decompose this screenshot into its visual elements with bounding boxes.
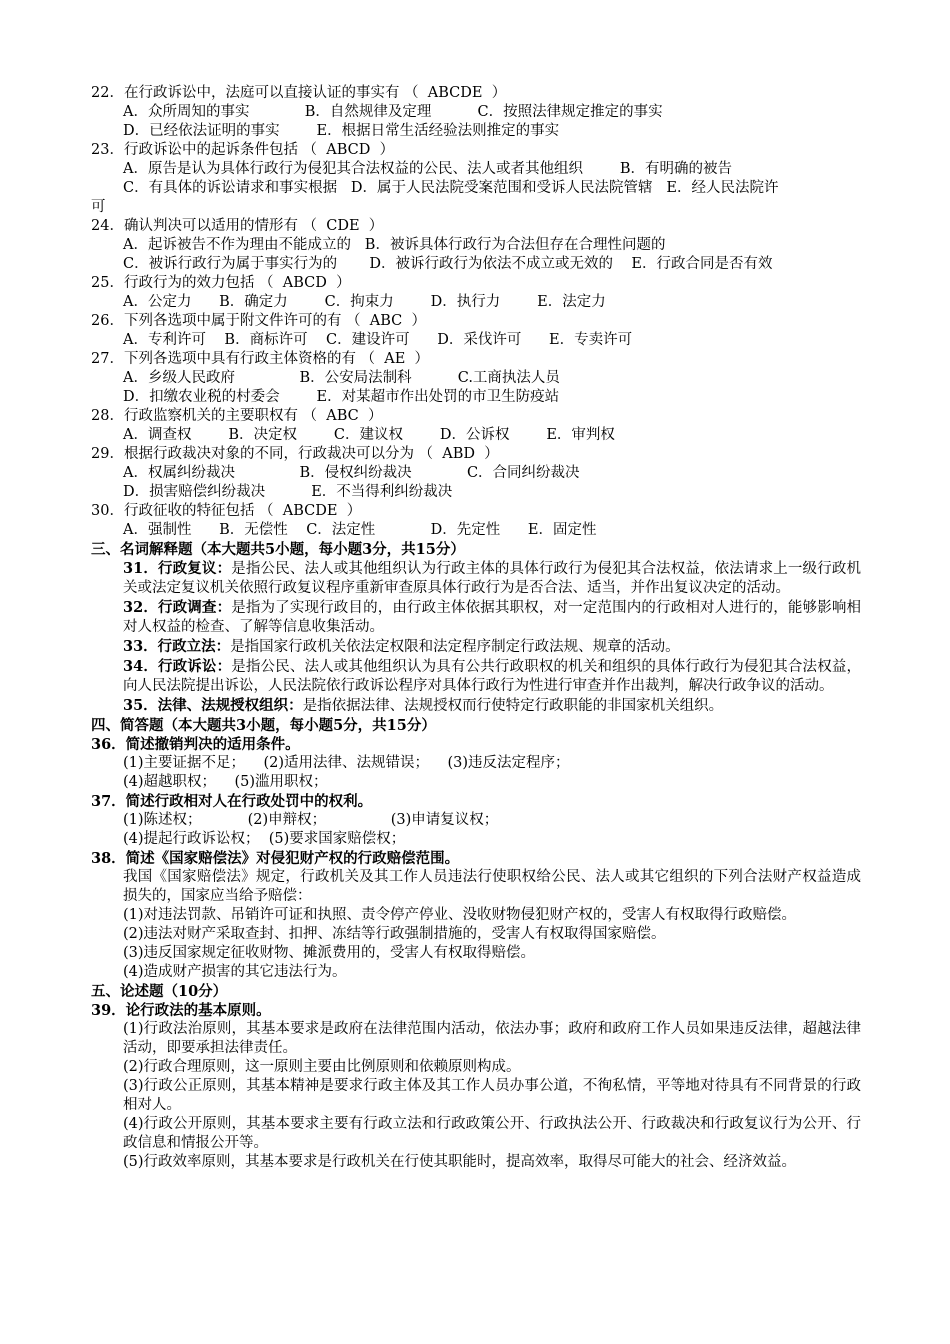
answer-paragraph: (4)行政公开原则，其基本要求主要有行政立法和行政政策公开、行政执法公开、行政裁决和行政复议行为公开、行政信息和情报公开等。 <box>123 1116 861 1151</box>
answer-paragraph: (2)违法对财产采取查封、扣押、冻结等行政强制措施的，受害人有权取得国家赔偿。 <box>123 926 666 942</box>
definition-text: 是指公民、法人或其他组织认为行政主体的具体行政行为侵犯其合法权益，依法请求上一级行政机关或法定复议机关依照行政复议程序重新审查原具体行政行为是否合法、适当，并作出复议决定的活动。 <box>123 561 861 596</box>
question-29 <box>91 445 861 502</box>
question-options: 可 <box>91 199 106 215</box>
definition-34 <box>91 657 861 696</box>
answer-paragraph: (3)行政公正原则，其基本精神是要求行政主体及其工作人员办事公道，不徇私情，平等地对待具有不同背景的行政相对人。 <box>123 1078 861 1113</box>
definition-33 <box>91 637 861 657</box>
question-stem: 25．行政行为的效力包括 （ ABCD ） <box>91 275 351 291</box>
definition-35 <box>91 696 861 716</box>
question-options: A．起诉被告不作为理由不能成立的 B．被诉具体行政行为合法但存在合理性问题的 <box>123 237 666 253</box>
definition-term: 33．行政立法： <box>123 638 231 655</box>
section-4-heading: 四、简答题（本大题共3小题，每小题5分，共15分） <box>91 717 436 734</box>
question-options: C．有具体的诉讼请求和事实根据 D．属于人民法院受案范围和受诉人民法院管辖 E．经人民法院许 <box>123 180 779 196</box>
question-23 <box>91 141 861 217</box>
question-stem: 29．根据行政裁决对象的不同，行政裁决可以分为 （ ABD ） <box>91 446 499 462</box>
question-options: A．权属纠纷裁决 B．侵权纠纷裁决 C．合同纠纷裁决 <box>123 465 580 481</box>
answer-paragraph: (1)对违法罚款、吊销许可证和执照、责令停产停业、没收财物侵犯财产权的，受害人有权取得行政赔偿。 <box>123 907 797 923</box>
question-26 <box>91 312 861 350</box>
question-options: D．扣缴农业税的村委会 E．对某超市作出处罚的市卫生防疫站 <box>123 389 560 405</box>
question-stem: 23．行政诉讼中的起诉条件包括 （ ABCD ） <box>91 142 395 158</box>
definition-term: 35．法律、法规授权组织： <box>123 697 303 714</box>
question-28 <box>91 407 861 445</box>
question-options: A．乡级人民政府 B．公安局法制科 C.工商执法人员 <box>123 370 560 386</box>
definition-term: 34．行政诉讼： <box>123 658 232 675</box>
question-30 <box>91 502 861 540</box>
definition-32 <box>91 598 861 637</box>
question-options: D．损害赔偿纠纷裁决 E．不当得利纠纷裁决 <box>123 484 453 500</box>
answer-paragraph: (5)行政效率原则，其基本要求是行政机关在行使其职能时，提高效率，取得尽可能大的社会、经济效益。 <box>123 1154 797 1170</box>
definition-text: 是指公民、法人或其他组织认为具有公共行政职权的机关和组织的具体行政行为侵犯其合法权益，向人民法院提出诉讼，人民法院依行政诉讼程序对具体行政行为性进行审查并作出裁判，解决行政争议的活动。 <box>123 659 861 694</box>
answer-paragraph: (2)行政合理原则，这一原则主要由比例原则和依赖原则构成。 <box>123 1059 521 1075</box>
answer-line: (4)超越职权； (5)滥用职权； <box>123 774 328 790</box>
answer-line: (1)陈述权； (2)申辩权； (3)申请复议权； <box>123 812 499 828</box>
definition-text: 是指国家行政机关依法定权限和法定程序制定行政法规、规章的活动。 <box>230 639 680 655</box>
question-stem: 30．行政征收的特征包括 （ ABCDE ） <box>91 503 362 519</box>
question-22 <box>91 84 861 141</box>
answer-line: (1)主要证据不足； (2)适用法律、法规错误； (3)违反法定程序； <box>123 755 570 771</box>
question-options: A．众所周知的事实 B．自然规律及定理 C．按照法律规定推定的事实 <box>123 104 663 120</box>
section-5-heading: 五、论述题（10分） <box>91 983 228 1000</box>
definition-text: 是指依据法律、法规授权而行使特定行政职能的非国家机关组织。 <box>302 698 724 714</box>
question-25 <box>91 274 861 312</box>
question-36-title: 36．简述撤销判决的适用条件。 <box>91 736 300 753</box>
answer-line: (4)提起行政诉讼权； (5)要求国家赔偿权； <box>123 831 406 847</box>
question-options: A．强制性 B．无偿性 C．法定性 D．先定性 E．固定性 <box>123 522 597 538</box>
answer-paragraph: (1)行政法治原则，其基本要求是政府在法律范围内活动，依法办事；政府和政府工作人员如果违反法律，超越法律活动，即要承担法律责任。 <box>123 1021 861 1056</box>
definition-term: 32．行政调查： <box>123 599 232 616</box>
question-stem: 26．下列各选项中属于附文件许可的有 （ ABC ） <box>91 313 426 329</box>
question-stem: 22．在行政诉讼中，法庭可以直接认证的事实有 （ ABCDE ） <box>91 85 507 101</box>
question-39-title: 39．论行政法的基本原则。 <box>91 1002 271 1019</box>
answer-paragraph: (4)造成财产损害的其它违法行为。 <box>123 964 347 980</box>
question-stem: 28．行政监察机关的主要职权有 （ ABC ） <box>91 408 383 424</box>
question-options: A．调查权 B．决定权 C．建议权 D．公诉权 E．审判权 <box>123 427 615 443</box>
definition-31 <box>91 559 861 598</box>
question-options: A．原告是认为具体行政行为侵犯其合法权益的公民、法人或者其他组织 B．有明确的被告 <box>123 161 732 177</box>
question-stem: 24．确认判决可以适用的情形有 （ CDE ） <box>91 218 384 234</box>
answer-paragraph: (3)违反国家规定征收财物、摊派费用的，受害人有权取得赔偿。 <box>123 945 536 961</box>
question-24 <box>91 217 861 274</box>
question-stem: 27．下列各选项中具有行政主体资格的有 （ AE ） <box>91 351 430 367</box>
definition-text: 是指为了实现行政目的，由行政主体依据其职权，对一定范围内的行政相对人进行的，能够影响相对人权益的检查、了解等信息收集活动。 <box>123 600 861 635</box>
section-3-heading: 三、名词解释题（本大题共5小题，每小题3分，共15分） <box>91 541 465 558</box>
question-options: A．公定力 B．确定力 C．拘束力 D．执行力 E．法定力 <box>123 294 606 310</box>
definition-term: 31．行政复议： <box>123 560 232 577</box>
answer-paragraph: 我国《国家赔偿法》规定，行政机关及其工作人员违法行使职权给公民、法人或其它组织的下列合法财产权益造成损失的，国家应当给予赔偿： <box>123 869 861 904</box>
question-options: D．已经依法证明的事实 E．根据日常生活经验法则推定的事实 <box>123 123 560 139</box>
question-options: A．专利许可 B．商标许可 C．建设许可 D．采伐许可 E．专卖许可 <box>123 332 633 348</box>
question-options: C．被诉行政行为属于事实行为的 D．被诉行政行为依法不成立或无效的 E．行政合同是否有效 <box>123 256 773 272</box>
question-37-title: 37．简述行政相对人在行政处罚中的权利。 <box>91 793 373 810</box>
document-page <box>91 84 861 1172</box>
question-27 <box>91 350 861 407</box>
question-38-title: 38．简述《国家赔偿法》对侵犯财产权的行政赔偿范围。 <box>91 850 460 867</box>
